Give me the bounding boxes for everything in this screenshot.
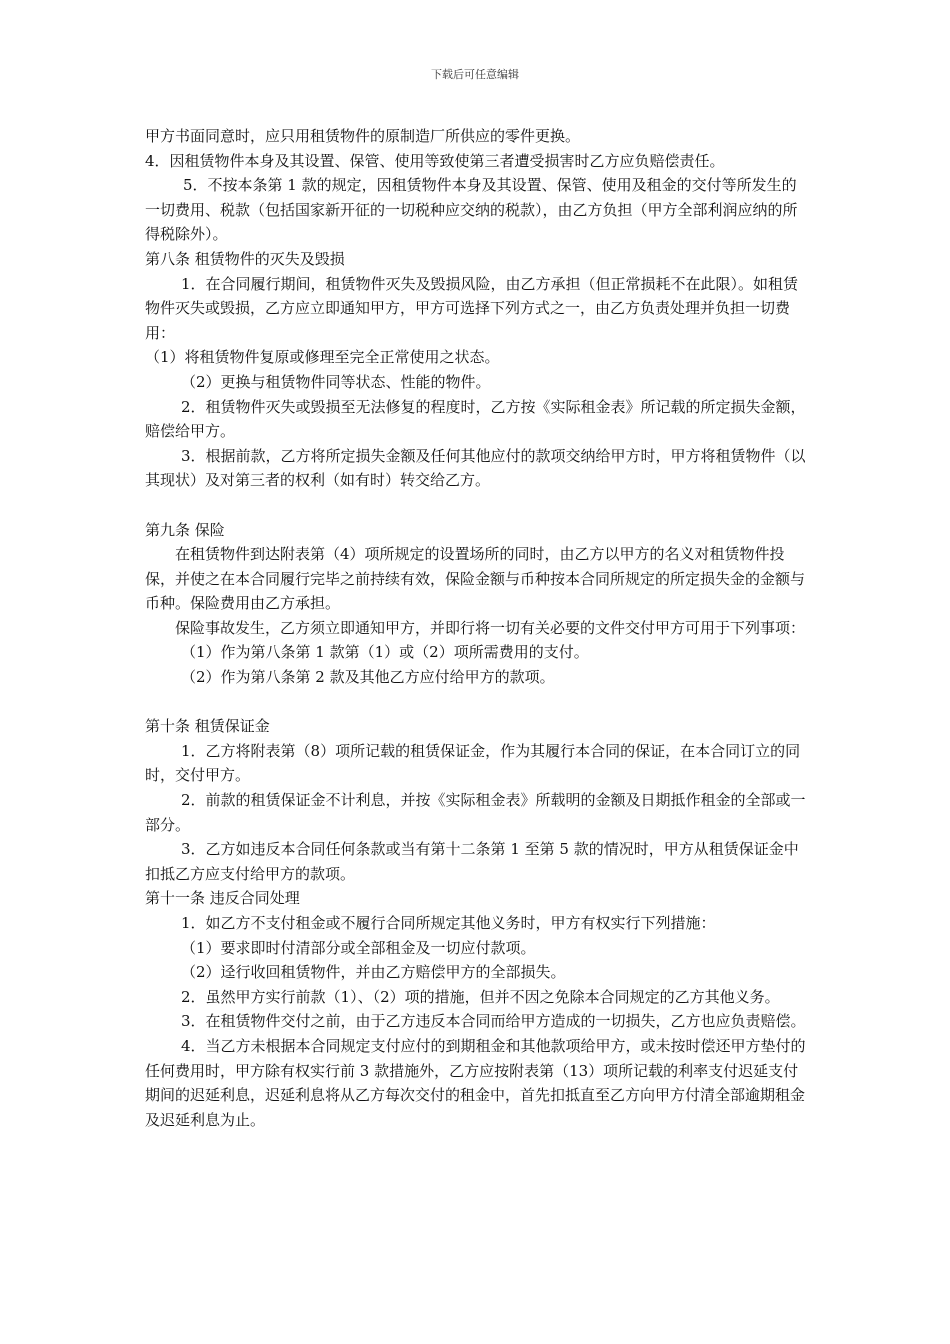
paragraph: 4．因租赁物件本身及其设置、保管、使用等致使第三者遭受损害时乙方应负赔偿责任。 xyxy=(145,151,725,170)
paragraph: （2）更换与租赁物件同等状态、性能的物件。 xyxy=(181,372,491,391)
paragraph: 2．前款的租赁保证金不计利息，并按《实际租金表》所载明的金额及日期抵作租金的全部或一部分。 xyxy=(145,791,806,834)
paragraph: 甲方书面同意时，应只用租赁物件的原制造厂所供应的零件更换。 xyxy=(145,127,581,145)
paragraph: （1）将租赁物件复原或修理至完全正常使用之状态。 xyxy=(145,348,500,367)
paragraph: 第十一条 违反合同处理 xyxy=(145,889,300,908)
document-body xyxy=(145,124,809,1132)
paragraph: 第九条 保险 xyxy=(145,520,225,539)
paragraph: 4．当乙方未根据本合同规定支付应付的到期租金和其他款项给甲方，或未按时偿还甲方垫付的任何费用时，甲方除有权实行前 3 款措施外，乙方应按附表第（13）项所记载的利率支付迟延支付期间的迟延利息，迟延利息将从乙方每次交付的租金中，首先扣抵直至乙方向甲方付清全部逾期租金及迟延利息为止。 xyxy=(145,1036,806,1129)
paragraph: 2．虽然甲方实行前款（1）、（2）项的措施，但并不因之免除本合同规定的乙方其他义务。 xyxy=(181,987,780,1006)
paragraph: 第八条 租赁物件的灭失及毁损 xyxy=(145,249,345,268)
paragraph: 3．乙方如违反本合同任何条款或当有第十二条第 1 至第 5 款的情况时，甲方从租赁保证金中扣抵乙方应支付给甲方的款项。 xyxy=(145,840,799,883)
blank-line xyxy=(145,690,809,715)
blank-line xyxy=(145,493,809,518)
paragraph: （2）作为第八条第 2 款及其他乙方应付给甲方的款项。 xyxy=(181,668,555,687)
paragraph: （2）迳行收回租赁物件，并由乙方赔偿甲方的全部损失。 xyxy=(181,963,566,982)
paragraph: 在租赁物件到达附表第（4）项所规定的设置场所的同时，由乙方以甲方的名义对租赁物件投保，并使之在本合同履行完毕之前持续有效，保险金额与币种按本合同所规定的所定损失金的金额与币种。保险费用由乙方承担。 xyxy=(145,545,806,613)
paragraph: 2．租赁物件灭失或毁损至无法修复的程度时，乙方按《实际租金表》所记载的所定损失金额，赔偿给甲方。 xyxy=(145,397,806,441)
paragraph: 5．不按本条第 1 款的规定，因租赁物件本身及其设置、保管、使用及租金的交付等所发生的一切费用、税款（包括国家新开征的一切税种应交纳的税款），由乙方负担（甲方全部利润应纳的所得税除外）。 xyxy=(145,176,798,244)
paragraph: 1．如乙方不支付租金或不履行合同所规定其他义务时，甲方有权实行下列措施： xyxy=(181,914,716,932)
paragraph: 3．在租赁物件交付之前，由于乙方违反本合同而给甲方造成的一切损失，乙方也应负责赔偿。 xyxy=(181,1012,806,1031)
page-header: 下载后可任意编辑 xyxy=(431,68,519,81)
paragraph: 保险事故发生，乙方须立即通知甲方，并即行将一切有关必要的文件交付甲方可用于下列事项： xyxy=(175,618,806,637)
paragraph: 1．在合同履行期间，租赁物件灭失及毁损风险，由乙方承担（但正常损耗不在此限）。如租赁物件灭失或毁损，乙方应立即通知甲方，甲方可选择下列方式之一，由乙方负责处理并负担一切费用： xyxy=(145,274,799,342)
paragraph: （1）要求即时付清部分或全部租金及一切应付款项。 xyxy=(181,938,536,957)
paragraph: 第十条 租赁保证金 xyxy=(145,717,270,736)
paragraph: 1．乙方将附表第（8）项所记载的租赁保证金，作为其履行本合同的保证，在本合同订立的同时，交付甲方。 xyxy=(145,741,801,785)
paragraph: 3．根据前款，乙方将所定损失金额及任何其他应付的款项交纳给甲方时，甲方将租赁物件（以其现状）及对第三者的权利（如有时）转交给乙方。 xyxy=(145,446,806,490)
paragraph: （1）作为第八条第 1 款第（1）或（2）项所需费用的支付。 xyxy=(181,643,589,662)
